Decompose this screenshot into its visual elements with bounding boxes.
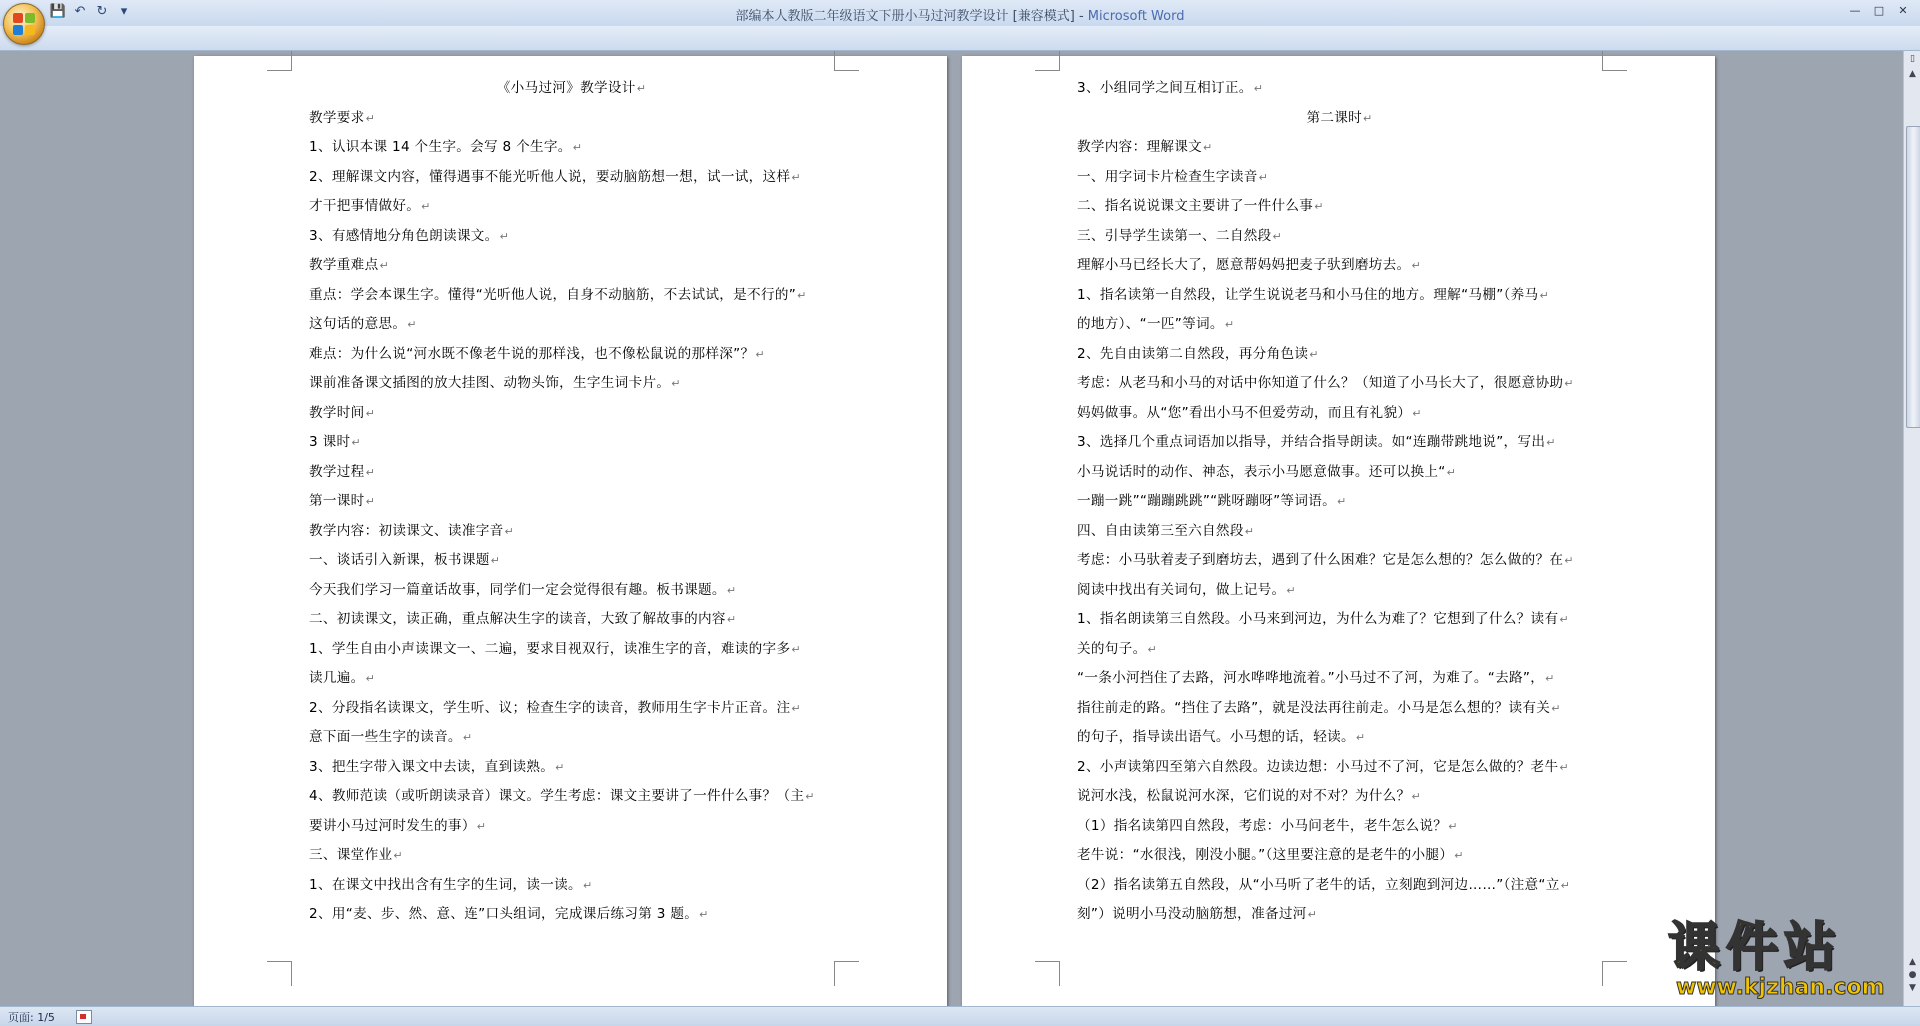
paragraph-mark-icon: ↵ [726, 613, 737, 626]
paragraph-mark-icon: ↵ [462, 731, 473, 744]
paragraph-text: 第一课时 [309, 493, 365, 509]
paragraph-line [309, 428, 834, 458]
paragraph-line [1077, 487, 1602, 517]
paragraph-line [309, 812, 834, 842]
paragraph-text: 四、自由读第三至六自然段 [1077, 522, 1244, 539]
paragraph-text: 的句子，指导读出语气。小马想的话，轻读。 [1077, 729, 1355, 745]
paragraph-text: 1、学生自由小声读课文一、二遍，要求目视双行，读准生字的音，难读的字多 [309, 640, 791, 657]
paragraph-mark-icon: ↵ [379, 259, 389, 272]
paragraph-text: 3、把生字带入课文中去读，直到读熟。 [309, 758, 555, 775]
paragraph-mark-icon: ↵ [1203, 141, 1213, 154]
paragraph-text: （2）指名读第五自然段，从“小马听了老牛的话，立刻跑到河边……”（注意“立 [1077, 876, 1560, 893]
paragraph-line [1077, 841, 1602, 871]
paragraph-mark-icon: ↵ [1286, 583, 1296, 597]
paragraph-mark-icon: ↵ [805, 790, 815, 803]
paragraph-line [1077, 133, 1602, 163]
paragraph-line [1077, 163, 1602, 193]
paragraph-text: 二、初读课文，读正确，重点解决生字的读音，大致了解故事的内容 [309, 611, 726, 627]
paragraph-text: 三、引导学生读第一、二自然段 [1077, 227, 1272, 244]
paragraph-mark-icon: ↵ [1244, 524, 1255, 538]
paragraph-line [1077, 74, 1602, 104]
paragraph-text: 4、教师范读（或听朗读录音）课文。学生考虑：课文主要讲了一件什么事？（主 [309, 788, 805, 804]
crop-mark [834, 51, 859, 71]
paragraph-mark-icon: ↵ [365, 406, 376, 420]
paragraph-line [1077, 900, 1602, 930]
paragraph-text: 读几遍。 [309, 670, 365, 686]
paragraph-text: 理解小马已经长大了，愿意帮妈妈把麦子驮到磨坊去。 [1077, 257, 1411, 273]
paragraph-mark-icon: ↵ [1253, 82, 1264, 95]
paragraph-mark-icon: ↵ [499, 229, 510, 243]
maximize-button[interactable]: □ [1873, 3, 1885, 17]
paragraph-mark-icon: ↵ [791, 642, 801, 656]
paragraph-line [309, 74, 834, 104]
paragraph-line [1077, 723, 1602, 753]
paragraph-text: 妈妈做事。从“您”看出小马不但爱劳动，而且有礼貌） [1077, 404, 1412, 421]
vertical-scrollbar[interactable] [1903, 51, 1920, 1006]
ruler-toggle-icon[interactable]: ▯ [1910, 53, 1915, 64]
paragraph-line [1077, 222, 1602, 252]
paragraph-line [1077, 576, 1602, 606]
paragraph-mark-icon: ↵ [365, 495, 376, 508]
paragraph-text: 3 课时 [309, 434, 351, 450]
paragraph-mark-icon: ↵ [797, 288, 807, 302]
minimize-button[interactable]: — [1849, 3, 1861, 17]
paragraph-mark-icon: ↵ [421, 200, 431, 213]
paragraph-mark-icon: ↵ [1337, 495, 1347, 508]
paragraph-text: 难点：为什么说“河水既不像老牛说的那样浅，也不像松鼠说的那样深”？ [309, 345, 755, 362]
paragraph-line [309, 694, 834, 724]
paragraph-mark-icon: ↵ [393, 849, 403, 862]
paragraph-text: 一、用字词卡片检查生字读音 [1077, 168, 1258, 185]
redo-icon[interactable]: ↻ [96, 3, 108, 19]
paragraph-mark-icon: ↵ [582, 878, 593, 892]
crop-mark [267, 961, 292, 986]
paragraph-line [1077, 458, 1602, 488]
crop-mark [1602, 51, 1627, 71]
watermark-brand: 课件站 [1668, 918, 1843, 978]
paragraph-text: “一条小河挡住了去路，河水哗哗地流着。”小马过不了河，为难了。“去路”， [1077, 670, 1545, 686]
paragraph-mark-icon: ↵ [365, 672, 376, 685]
paragraph-text: 考虑：小马驮着麦子到磨坊去，遇到了什么困难？它是怎么想的？怎么做的？在 [1077, 552, 1564, 568]
next-page-icon[interactable]: ▼ [1909, 982, 1916, 993]
paragraph-line [309, 635, 834, 665]
paragraph-line [309, 163, 834, 193]
paragraph-mark-icon: ↵ [636, 82, 647, 95]
paragraph-text: 2、用“麦、步、然、意、连”口头组词，完成课后练习第 3 题。 [309, 906, 699, 922]
paragraph-text: 教学重难点 [309, 257, 379, 273]
page-count[interactable]: 页面: 1/5 [8, 1011, 55, 1024]
paragraph-mark-icon: ↵ [1564, 377, 1574, 390]
paragraph-text: 刻”）说明小马没动脑筋想，准备过河 [1077, 906, 1307, 922]
paragraph-text: 1、认识本课 14 个生字。会写 8 个生字。 [309, 139, 572, 155]
paragraph-mark-icon: ↵ [791, 701, 801, 715]
paragraph-text: 教学过程 [309, 463, 365, 480]
paragraph-mark-icon: ↵ [476, 819, 487, 833]
ribbon [0, 26, 1920, 51]
paragraph-mark-icon: ↵ [365, 111, 376, 125]
app-name: Microsoft Word [1087, 9, 1185, 24]
paragraph-text: 关的句子。 [1077, 640, 1147, 657]
paragraph-mark-icon: ↵ [1309, 347, 1319, 361]
paragraph-text: （1）指名读第四自然段，考虑：小马问老牛，老牛怎么说？ [1077, 817, 1448, 834]
page-text[interactable] [309, 74, 834, 930]
paragraph-mark-icon: ↵ [1147, 642, 1157, 656]
paragraph-line [1077, 340, 1602, 370]
paragraph-mark-icon: ↵ [1446, 465, 1457, 479]
paragraph-mark-icon: ↵ [407, 318, 417, 331]
paragraph-mark-icon: ↵ [671, 377, 681, 390]
paragraph-mark-icon: ↵ [1564, 554, 1574, 567]
paragraph-text: 教学时间 [309, 404, 365, 421]
paragraph-mark-icon: ↵ [1411, 790, 1421, 803]
window-title: 部编本人教版二年级语文下册小马过河教学设计 [兼容模式] - Microsoft Word [735, 9, 1185, 24]
office-button[interactable] [3, 3, 45, 45]
paragraph-mark-icon: ↵ [1355, 731, 1366, 744]
paragraph-text: 要讲小马过河时发生的事） [309, 817, 476, 834]
undo-icon[interactable]: ↶ [74, 3, 86, 19]
paragraph-line [1077, 782, 1602, 812]
paragraph-line [1077, 753, 1602, 783]
paragraph-line [1077, 251, 1602, 281]
paragraph-text: 一蹦一跳”“蹦蹦跳跳”“跳呀蹦呀”等词语。 [1077, 493, 1337, 509]
paragraph-line [1077, 664, 1602, 694]
paragraph-text: 2、理解课文内容，懂得遇事不能光听他人说，要动脑筋想一想，试一试，这样 [309, 168, 791, 185]
paragraph-mark-icon: ↵ [1363, 111, 1373, 125]
paragraph-text: 2、小声读第四至第六自然段。边读边想：小马过不了河，它是怎么做的？老牛 [1077, 758, 1559, 775]
paragraph-mark-icon: ↵ [1224, 318, 1235, 331]
document-title: 部编本人教版二年级语文下册小马过河教学设计 [兼容模式] [735, 9, 1075, 24]
paragraph-line [309, 369, 834, 399]
paragraph-text: 老牛说：“水很浅，刚没小腿。”（这里要注意的是老牛的小腿） [1077, 847, 1454, 863]
paragraph-line [309, 399, 834, 429]
paragraph-mark-icon: ↵ [1258, 170, 1269, 184]
paragraph-mark-icon: ↵ [1412, 406, 1422, 420]
paragraph-line [1077, 310, 1602, 340]
paragraph-line [309, 546, 834, 576]
paragraph-line [309, 222, 834, 252]
paragraph-line [309, 281, 834, 311]
paragraph-text: 今天我们学习一篇童话故事，同学们一定会觉得很有趣。板书课题。 [309, 581, 726, 598]
paragraph-line [309, 871, 834, 901]
paragraph-line [309, 487, 834, 517]
status-bar [0, 1006, 1920, 1026]
paragraph-mark-icon: ↵ [1307, 908, 1318, 921]
paragraph-line [309, 517, 834, 547]
paragraph-text: 二、指名说说课文主要讲了一件什么事 [1077, 198, 1314, 214]
paragraph-mark-icon: ↵ [365, 465, 376, 479]
scroll-thumb[interactable] [1906, 126, 1920, 428]
paragraph-line [1077, 281, 1602, 311]
paragraph-text: 第二课时 [1306, 109, 1363, 126]
paragraph-line [309, 340, 834, 370]
paragraph-line [309, 723, 834, 753]
document-workspace [0, 51, 1903, 1006]
paragraph-text: 课前准备课文插图的放大挂图、动物头饰，生字生词卡片。 [309, 375, 671, 391]
paragraph-mark-icon: ↵ [1546, 436, 1556, 449]
paragraph-line [309, 782, 834, 812]
paragraph-line [1077, 812, 1602, 842]
paragraph-mark-icon: ↵ [572, 141, 583, 154]
paragraph-line [309, 841, 834, 871]
paragraph-text: 小马说话时的动作、神态，表示小马愿意做事。还可以换上“ [1077, 463, 1446, 480]
document-page-1[interactable] [194, 56, 947, 1006]
paragraph-line [309, 251, 834, 281]
paragraph-line [1077, 104, 1602, 134]
paragraph-line [309, 133, 834, 163]
paragraph-line [1077, 694, 1602, 724]
document-page-2[interactable] [962, 56, 1715, 1006]
paragraph-line [309, 310, 834, 340]
paragraph-line [309, 458, 834, 488]
paragraph-text: 教学内容：初读课文、读准字音 [309, 522, 504, 539]
save-icon[interactable]: 💾 [49, 3, 67, 19]
paragraph-mark-icon: ↵ [1314, 200, 1324, 213]
paragraph-line [309, 576, 834, 606]
paragraph-line [309, 605, 834, 635]
window-controls [1844, 2, 1914, 18]
paragraph-mark-icon: ↵ [504, 524, 515, 538]
paragraph-mark-icon: ↵ [1559, 613, 1569, 626]
paragraph-text: 这句话的意思。 [309, 316, 407, 332]
paragraph-mark-icon: ↵ [490, 554, 501, 567]
paragraph-text: 意下面一些生字的读音。 [309, 729, 462, 745]
crop-mark [1035, 961, 1060, 986]
page-text[interactable] [1077, 74, 1602, 930]
paragraph-line [1077, 192, 1602, 222]
customize-icon[interactable]: ▾ [120, 3, 128, 19]
paragraph-text: 考虑：从老马和小马的对话中你知道了什么？（知道了小马长大了，很愿意协助 [1077, 375, 1564, 391]
crop-mark [267, 51, 292, 71]
paragraph-mark-icon: ↵ [1454, 849, 1464, 862]
paragraph-mark-icon: ↵ [1272, 229, 1283, 243]
paragraph-line [309, 753, 834, 783]
crop-mark [834, 961, 859, 986]
title-bar [0, 0, 1920, 26]
paragraph-line [309, 192, 834, 222]
paragraph-text: 2、先自由读第二自然段，再分角色读 [1077, 345, 1309, 362]
paragraph-line [309, 104, 834, 134]
paragraph-text: 1、指名读第一自然段，让学生说说老马和小马住的地方。理解“马棚”（养马 [1077, 286, 1539, 303]
paragraph-line [1077, 605, 1602, 635]
paragraph-text: 才干把事情做好。 [309, 198, 421, 214]
paragraph-line [1077, 369, 1602, 399]
paragraph-text: 教学内容：理解课文 [1077, 139, 1203, 155]
paragraph-line [1077, 635, 1602, 665]
paragraph-mark-icon: ↵ [1545, 672, 1555, 685]
paragraph-mark-icon: ↵ [351, 436, 361, 449]
paragraph-text: 3、有感情地分角色朗读课文。 [309, 227, 499, 244]
paragraph-line [1077, 546, 1602, 576]
crop-mark [1035, 51, 1060, 71]
paragraph-mark-icon: ↵ [699, 908, 709, 921]
paragraph-mark-icon: ↵ [1560, 878, 1571, 892]
paragraph-text: 阅读中找出有关词句，做上记号。 [1077, 581, 1286, 598]
paragraph-mark-icon: ↵ [1551, 701, 1561, 715]
paragraph-text: 《小马过河》教学设计 [496, 80, 636, 96]
paragraph-line [1077, 871, 1602, 901]
paragraph-text: 重点：学会本课生字。懂得“光听他人说，自身不动脑筋，不去试试，是不行的” [309, 286, 797, 303]
paragraph-mark-icon: ↵ [1448, 819, 1458, 833]
paragraph-text: 3、选择几个重点词语加以指导，并结合指导朗读。如“连蹦带跳地说”，写出 [1077, 434, 1546, 450]
paragraph-text: 一、谈话引入新课，板书课题 [309, 552, 490, 568]
paragraph-mark-icon: ↵ [555, 760, 565, 774]
site-watermark [1668, 920, 1898, 1004]
select-browse-object-icon[interactable]: ● [1908, 969, 1917, 980]
paragraph-text: 的地方）、“一匹”等词。 [1077, 316, 1224, 332]
paragraph-text: 说河水浅，松鼠说河水深，它们说的对不对？为什么？ [1077, 788, 1411, 804]
office-logo-icon [13, 13, 35, 35]
paragraph-mark-icon: ↵ [755, 347, 765, 361]
paragraph-text: 三、课堂作业 [309, 847, 393, 863]
paragraph-mark-icon: ↵ [791, 170, 801, 184]
paragraph-text: 指往前走的路。“挡住了去路”，就是没法再往前走。小马是怎么想的？读有关 [1077, 699, 1551, 716]
close-button[interactable]: ✕ [1898, 3, 1908, 17]
previous-page-icon[interactable]: ▲ [1909, 956, 1916, 967]
crop-mark [1602, 961, 1627, 986]
paragraph-text: 教学要求 [309, 109, 365, 126]
paragraph-mark-icon: ↵ [1559, 760, 1569, 774]
paragraph-text: 1、在课文中找出含有生字的生词，读一读。 [309, 876, 582, 893]
paragraph-mark-icon: ↵ [1411, 259, 1421, 272]
macro-record-icon[interactable] [76, 1010, 92, 1024]
paragraph-text: 1、指名朗读第三自然段。小马来到河边，为什么为难了？它想到了什么？读有 [1077, 611, 1559, 627]
paragraph-line [309, 664, 834, 694]
paragraph-mark-icon: ↵ [726, 583, 737, 597]
paragraph-text: 3、小组同学之间互相订正。 [1077, 80, 1253, 96]
paragraph-mark-icon: ↵ [1539, 288, 1549, 302]
paragraph-line [1077, 428, 1602, 458]
paragraph-line [1077, 517, 1602, 547]
scroll-up-icon[interactable]: ▲ [1909, 68, 1916, 79]
paragraph-line [309, 900, 834, 930]
paragraph-text: 2、分段指名读课文，学生听、议；检查生字的读音，教师用生字卡片正音。注 [309, 699, 791, 716]
paragraph-line [1077, 399, 1602, 429]
watermark-url: www.kjzhan.com [1676, 975, 1885, 1000]
